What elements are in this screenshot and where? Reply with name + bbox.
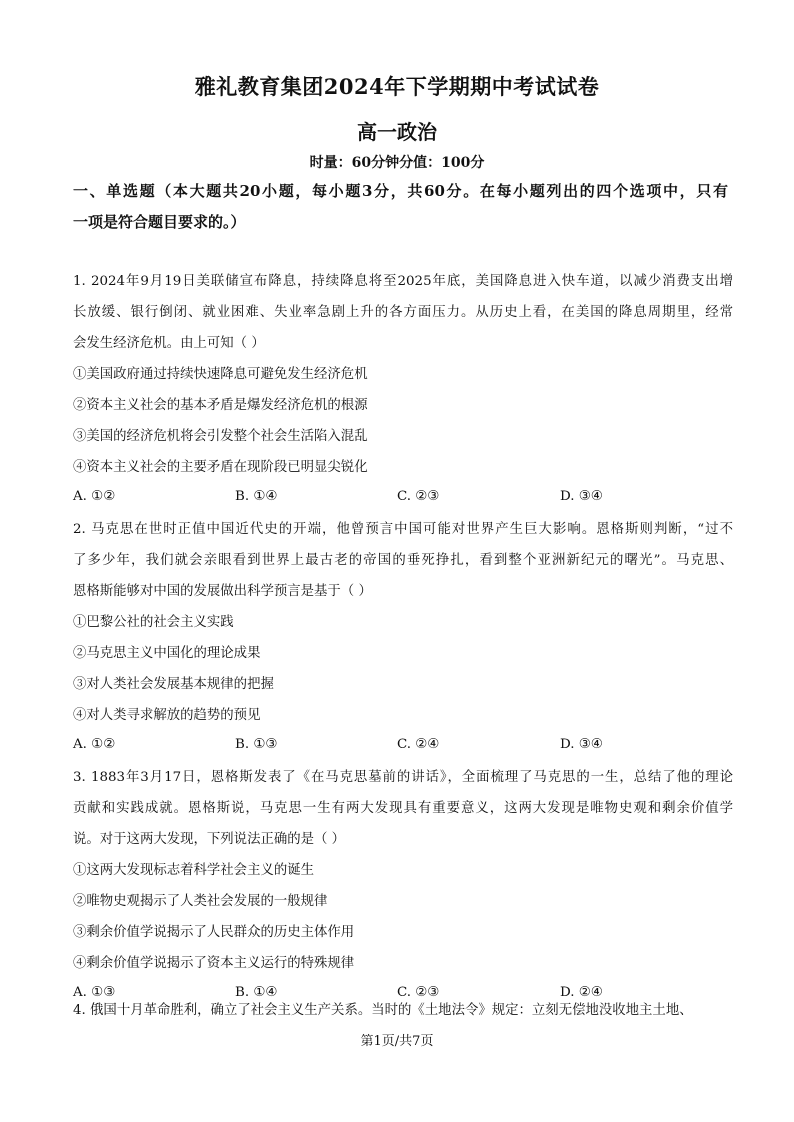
option-c: C. ②④ (397, 737, 440, 752)
option-a: A. ①② (73, 489, 116, 504)
option-c: C. ②③ (397, 985, 440, 1000)
exam-subject: 高一政治 (357, 120, 437, 144)
question-3-item-2: ②唯物史观揭示了人类社会发展的一般规律 (73, 894, 328, 909)
page-footer: 第1页/共7页 (360, 1034, 434, 1049)
question-2-line-3: 恩格斯能够对中国的发展做出科学预言是基于（ ） (73, 584, 372, 599)
option-d: D. ②④ (560, 985, 603, 1000)
option-b: B. ①④ (235, 985, 278, 1000)
section-heading-line-2: 一项是符合题目要求的。） (73, 213, 246, 231)
question-2-line-1: 2. 马克思在世时正值中国近代史的开端，他曾预言中国可能对世界产生巨大影响。恩格斯则判断，“过不 (73, 522, 733, 537)
section-heading (73, 176, 728, 238)
question-1-options (73, 489, 673, 509)
question-1-item-1: ①美国政府通过持续快速降息可避免发生经济危机 (73, 367, 368, 382)
question-2-item-1: ①巴黎公社的社会主义实践 (73, 615, 234, 630)
section-heading-line-1: 一、单选题（本大题共20小题，每小题3分，共60分。在每小题列出的四个选项中，只有 (73, 182, 728, 200)
question-2-line-2: 了多少年，我们就会亲眼看到世界上最古老的帝国的垂死挣扎，看到整个亚洲新纪元的曙光”。马克思、 (73, 553, 733, 568)
question-2-options (73, 737, 673, 757)
question-3-item-1: ①这两大发现标志着科学社会主义的诞生 (73, 863, 315, 878)
question-2-item-3: ③对人类社会发展基本规律的把握 (73, 677, 274, 692)
question-2-item-4: ④对人类寻求解放的趋势的预见 (73, 708, 261, 723)
question-3-line-1: 3. 1883年3月17日，恩格斯发表了《在马克思墓前的讲话》，全面梳理了马克思的一生，总结了他的理论 (73, 770, 733, 785)
option-c: C. ②③ (397, 489, 440, 504)
question-3-item-3: ③剩余价值学说揭示了人民群众的历史主体作用 (73, 925, 355, 940)
question-3-line-2: 贡献和实践成就。恩格斯说，马克思一生有两大发现具有重要意义，这两大发现是唯物史观和剩余价值学 (73, 801, 733, 816)
question-1-line-2: 长放缓、银行倒闭、就业困难、失业率急剧上升的各方面压力。从历史上看，在美国的降息周期里，经常 (73, 305, 733, 320)
option-d: D. ③④ (560, 489, 603, 504)
option-d: D. ③④ (560, 737, 603, 752)
question-1-item-2: ②资本主义社会的基本矛盾是爆发经济危机的根源 (73, 398, 368, 413)
exam-meta: 时量：60分钟分值：100分 (309, 155, 485, 171)
question-2-item-2: ②马克思主义中国化的理论成果 (73, 646, 261, 661)
question-1-item-4: ④资本主义社会的主要矛盾在现阶段已明显尖锐化 (73, 460, 368, 475)
question-1-item-3: ③美国的经济危机将会引发整个社会生活陷入混乱 (73, 429, 368, 444)
question-3-line-3: 说。对于这两大发现，下列说法正确的是（ ） (73, 832, 346, 847)
option-a: A. ①② (73, 737, 116, 752)
option-b: B. ①③ (235, 737, 278, 752)
question-4-line-1: 4. 俄国十月革命胜利，确立了社会主义生产关系。当时的《土地法令》规定：立刻无偿地没收地主土地、 (73, 1003, 693, 1018)
exam-title: 雅礼教育集团2024年下学期期中考试试卷 (194, 74, 600, 99)
option-b: B. ①④ (235, 489, 278, 504)
option-a: A. ①③ (73, 985, 116, 1000)
question-1-line-3: 会发生经济危机。由上可知（ ） (73, 336, 265, 351)
question-1-line-1: 1. 2024年9月19日美联储宣布降息，持续降息将至2025年底，美国降息进入快车道，以减少消费支出增 (73, 274, 733, 289)
question-3-item-4: ④剩余价值学说揭示了资本主义运行的特殊规律 (73, 956, 355, 971)
